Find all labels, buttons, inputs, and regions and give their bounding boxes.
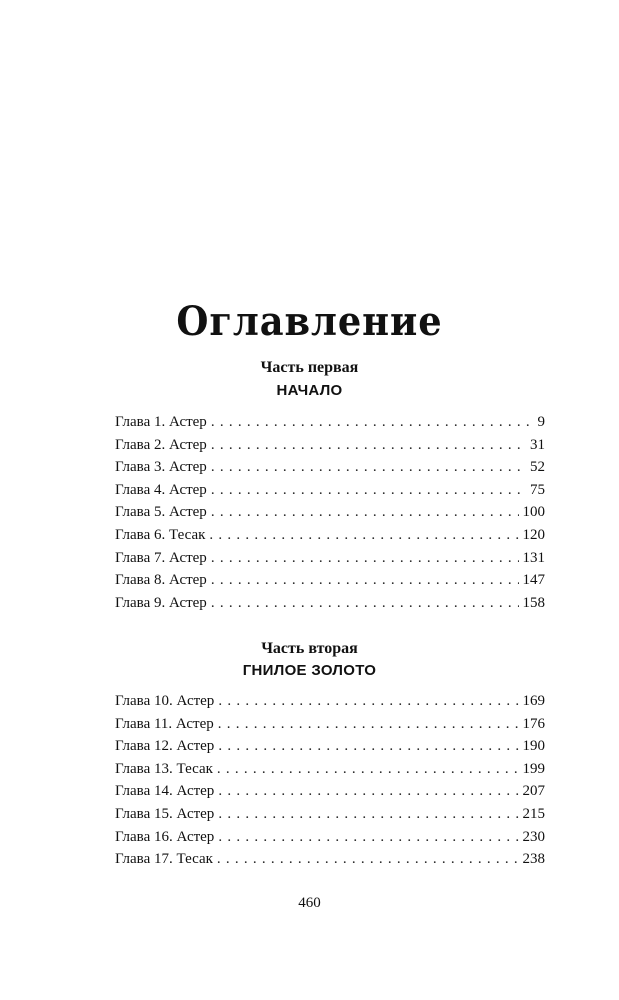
- toc-entry: [115, 758, 545, 781]
- dot-leader: [218, 713, 519, 736]
- toc-entry-label: Глава 6. Тесак: [115, 526, 206, 543]
- toc-entry: [115, 690, 545, 713]
- dot-leader: [211, 569, 519, 592]
- page-number: 460: [298, 895, 321, 911]
- toc-entry-label: Глава 1. Астер: [115, 414, 207, 430]
- toc-entry-page: 169: [522, 693, 545, 709]
- toc-entry-label: Глава 15. Астер: [115, 805, 215, 822]
- toc-entry-label: Глава 4. Астер: [115, 481, 207, 498]
- part-1-label: Часть первая: [260, 359, 359, 376]
- toc-entry: [115, 848, 545, 871]
- toc-entry-label: Глава 17. Тесак: [115, 851, 213, 868]
- dot-leader: [211, 479, 526, 502]
- dot-leader: [211, 592, 519, 615]
- toc-entry: [115, 479, 545, 502]
- toc-entry-page: 215: [522, 805, 545, 822]
- toc-entry-label: Глава 12. Астер: [115, 738, 215, 755]
- toc-entry: [115, 780, 545, 803]
- toc-entry-label: Глава 7. Астер: [115, 549, 207, 566]
- toc-entry: [115, 713, 545, 736]
- toc-entry-label: Глава 3. Астер: [115, 459, 207, 476]
- toc-list-part-1: [115, 411, 545, 614]
- dot-leader: [209, 524, 518, 547]
- toc-list-part-2: [115, 690, 545, 871]
- page-title: Оглавление: [176, 298, 443, 345]
- toc-entry-label: Глава 8. Астер: [115, 572, 207, 589]
- toc-entry-label: Глава 2. Астер: [115, 436, 207, 453]
- dot-leader: [217, 848, 519, 871]
- part-1-title: НАЧАЛО: [276, 382, 343, 399]
- toc-entry-page: 75: [530, 481, 545, 498]
- toc-entry-label: Глава 9. Астер: [115, 594, 207, 611]
- toc-entry: [115, 569, 545, 592]
- toc-entry: [115, 826, 545, 849]
- toc-entry-label: Глава 14. Астер: [115, 783, 215, 800]
- toc-entry-page: 238: [522, 851, 545, 868]
- toc-entry-page: 100: [522, 504, 545, 521]
- part-2-title: ГНИЛОЕ ЗОЛОТО: [242, 662, 377, 679]
- toc-entry-page: 52: [530, 459, 545, 476]
- toc-entry: [115, 456, 545, 479]
- toc-entry-label: Глава 5. Астер: [115, 504, 207, 521]
- toc-entry-page: 120: [522, 526, 545, 543]
- dot-leader: [211, 501, 519, 524]
- toc-entry-page: 207: [522, 783, 545, 800]
- toc-entry-page: 176: [522, 715, 545, 732]
- dot-leader: [218, 690, 518, 713]
- dot-leader: [211, 411, 534, 434]
- toc-entry-label: Глава 16. Астер: [115, 828, 215, 845]
- toc-entry-page: 158: [522, 594, 545, 611]
- toc-entry-page: 9: [537, 414, 545, 430]
- toc-entry: [115, 547, 545, 570]
- toc-entry-page: 31: [530, 436, 545, 453]
- toc-entry: [115, 434, 545, 457]
- toc-entry: [115, 735, 545, 758]
- dot-leader: [211, 456, 526, 479]
- toc-entry: [115, 524, 545, 547]
- toc-entry-label: Глава 10. Астер: [115, 693, 215, 709]
- dot-leader: [218, 780, 518, 803]
- dot-leader: [218, 826, 518, 849]
- toc-entry-page: 190: [522, 738, 545, 755]
- toc-entry-page: 147: [522, 572, 545, 589]
- toc-entry-label: Глава 11. Астер: [115, 715, 214, 732]
- dot-leader: [211, 547, 519, 570]
- toc-entry: [115, 411, 545, 434]
- part-2-label: Часть вторая: [261, 640, 358, 657]
- dot-leader: [211, 434, 526, 457]
- dot-leader: [217, 758, 519, 781]
- toc-entry: [115, 501, 545, 524]
- dot-leader: [218, 803, 518, 826]
- toc-entry: [115, 592, 545, 615]
- toc-entry-page: 230: [522, 828, 545, 845]
- toc-entry-page: 131: [522, 549, 545, 566]
- dot-leader: [218, 735, 518, 758]
- toc-entry: [115, 803, 545, 826]
- toc-entry-page: 199: [522, 760, 545, 777]
- toc-entry-label: Глава 13. Тесак: [115, 760, 213, 777]
